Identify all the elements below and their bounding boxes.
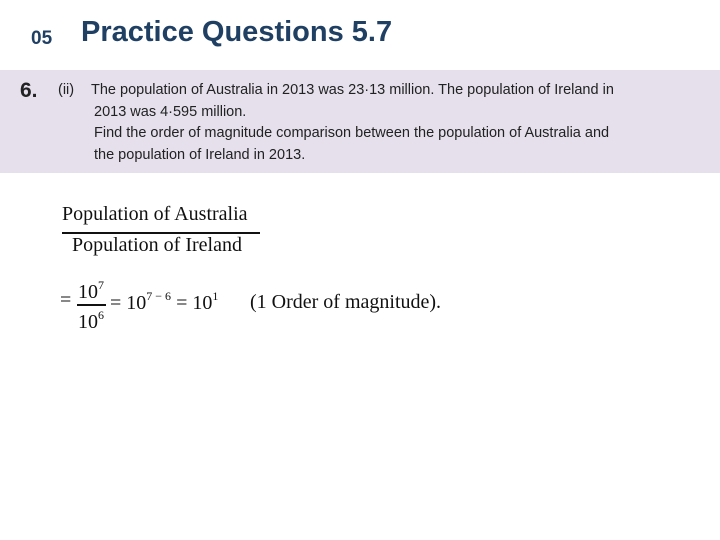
equals-sign: = [60,289,72,311]
step3-exponent: 1 [212,289,219,303]
power-fraction-bar [77,304,106,306]
power-numerator [78,278,104,304]
question-part-label: (ii) [58,82,75,98]
fraction-denominator: Population of Ireland [72,234,242,256]
fraction-numerator: Population of Australia [62,203,248,225]
power-denominator-exponent: 6 [98,308,104,322]
chapter-number: 05 [31,28,53,49]
slide-header [0,0,720,70]
step3-base: = 10 [171,292,213,314]
step2-exponent: 7 − 6 [146,289,172,303]
question-text-line-3: Find the order of magnitude comparison between the population of Australia and [94,125,610,141]
power-numerator-exponent: 7 [98,278,104,292]
power-denominator [78,308,104,334]
question-text-line-4: the population of Ireland in 2013. [94,147,306,163]
chapter-badge [0,0,68,62]
power-numerator-base: 10 [78,281,98,303]
step2-base: = 10 [110,292,147,314]
question-text-line-2: 2013 was 4·595 million. [94,104,247,120]
simplification-steps [110,289,218,315]
power-denominator-base: 10 [78,311,98,333]
question-number: 6. [20,79,38,102]
question-text-line-1: The population of Australia in 2013 was 23·13 million. The population of Ireland in [91,82,614,98]
page-title: Practice Questions 5.7 [81,16,393,48]
order-of-magnitude-note: (1 Order of magnitude). [250,291,442,313]
